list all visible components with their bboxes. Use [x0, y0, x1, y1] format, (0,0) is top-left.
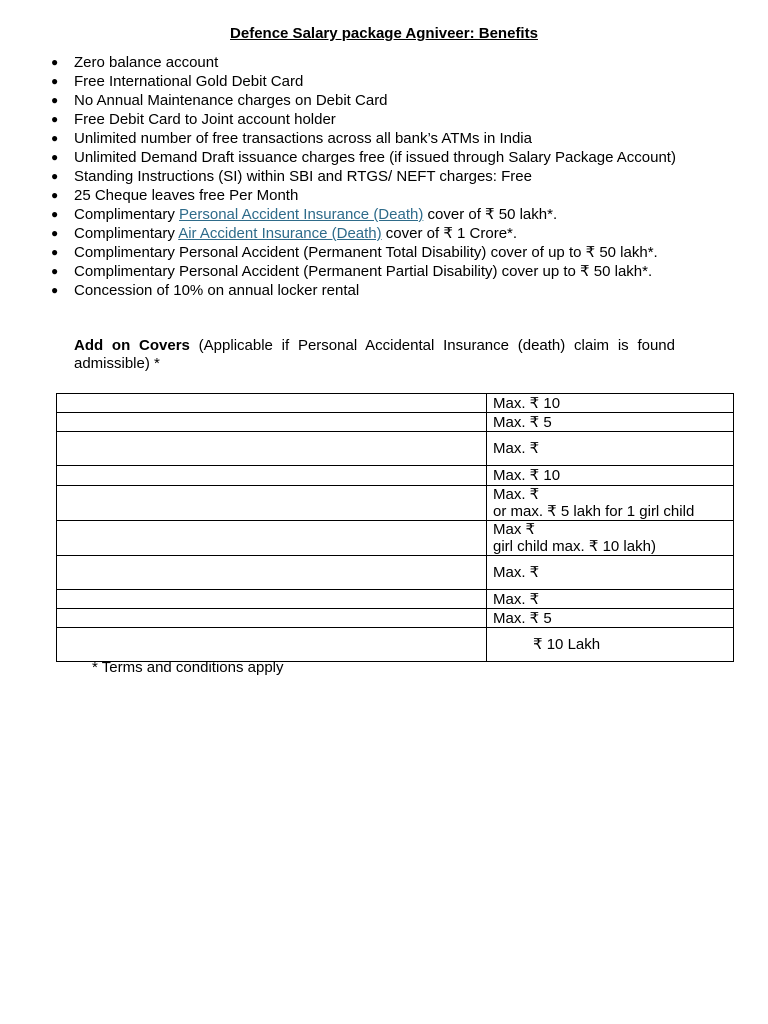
document-title: Defence Salary package Agniveer: Benefits: [230, 25, 538, 42]
benefit-prefix: Complimentary: [74, 206, 180, 223]
list-item: [48, 91, 676, 110]
bullet-icon: ●: [51, 169, 59, 183]
air-accident-insurance-link[interactable]: Air Accident Insurance (Death): [178, 225, 382, 242]
list-item: [48, 224, 676, 243]
benefit-text: Unlimited Demand Draft issuance charges free (if issued through Salary Package Account): [74, 149, 676, 166]
list-item: [48, 262, 676, 281]
cover-label-cell: [57, 432, 487, 466]
cover-label-cell: [57, 628, 487, 662]
cover-value-cell: Max. ₹ 10: [487, 394, 734, 413]
benefit-text: Standing Instructions (SI) within SBI and RTGS/ NEFT charges: Free: [74, 168, 532, 185]
list-item: [48, 167, 676, 186]
benefit-text: Zero balance account: [74, 54, 219, 71]
cover-label-cell: [57, 413, 487, 432]
benefit-suffix: cover of ₹ 50 lakh*.: [423, 206, 558, 223]
cover-value-cell: Max. ₹ 5: [487, 413, 734, 432]
benefit-text: No Annual Maintenance charges on Debit Card: [74, 92, 388, 109]
benefit-text: Complimentary Personal Accident (Permanent Total Disability) cover of up to ₹ 50 lakh*.: [74, 244, 658, 261]
bullet-icon: ●: [51, 207, 59, 221]
cover-label-cell: [57, 466, 487, 486]
table-row: [57, 521, 734, 556]
cover-value-cell: Max. ₹ 10: [487, 466, 734, 486]
benefit-prefix: Complimentary: [74, 225, 179, 242]
cover-label-cell: [57, 521, 487, 556]
cover-label-cell: [57, 486, 487, 521]
table-row: [57, 466, 734, 486]
table-row: [57, 432, 734, 466]
bullet-icon: ●: [51, 93, 59, 107]
list-item: [48, 110, 676, 129]
list-item: [48, 186, 676, 205]
personal-accident-insurance-link[interactable]: Personal Accident Insurance (Death): [179, 206, 424, 223]
bullet-icon: ●: [51, 55, 59, 69]
benefit-suffix: cover of ₹ 1 Crore*.: [381, 225, 518, 242]
list-item: [48, 205, 676, 224]
cover-value-cell: Max. ₹ 5: [487, 609, 734, 628]
benefit-text: 25 Cheque leaves free Per Month: [74, 187, 299, 204]
table-row: [57, 590, 734, 609]
list-item: [48, 53, 676, 72]
table-row: [57, 394, 734, 413]
bullet-icon: ●: [51, 226, 59, 240]
benefit-text: Free International Gold Debit Card: [74, 73, 304, 90]
bullet-icon: ●: [51, 188, 59, 202]
cover-label-cell: [57, 556, 487, 590]
bullet-icon: ●: [51, 150, 59, 164]
benefit-text: Free Debit Card to Joint account holder: [74, 111, 336, 128]
benefit-text: Unlimited number of free transactions across all bank’s ATMs in India: [74, 130, 532, 147]
cover-value-cell: Max. ₹: [487, 432, 734, 466]
cover-value-cell: ₹ 10 Lakh: [487, 628, 734, 662]
bullet-icon: ●: [51, 112, 59, 126]
list-item: [48, 129, 676, 148]
table-row: [57, 486, 734, 521]
bullet-icon: ●: [51, 283, 59, 297]
bullet-icon: ●: [51, 245, 59, 259]
table-row: [57, 628, 734, 662]
table-row: [57, 413, 734, 432]
cover-value-cell: Max. ₹ or max. ₹ 5 lakh for 1 girl child: [487, 486, 734, 521]
list-item: [48, 243, 676, 262]
add-on-covers-table: [56, 393, 734, 662]
list-item: [48, 72, 676, 91]
cover-value-cell: Max. ₹: [487, 590, 734, 609]
add-on-covers-paragraph: [74, 337, 675, 373]
cover-label-cell: [57, 590, 487, 609]
cover-label-cell: [57, 609, 487, 628]
cover-value-cell: Max. ₹: [487, 556, 734, 590]
bullet-icon: ●: [51, 264, 59, 278]
table-row: [57, 556, 734, 590]
bullet-icon: ●: [51, 74, 59, 88]
benefit-text: Concession of 10% on annual locker rental: [74, 282, 360, 299]
benefits-list: [48, 53, 676, 300]
table-row: [57, 609, 734, 628]
add-on-covers-heading: Add on Covers: [74, 337, 190, 354]
terms-note: * Terms and conditions apply: [92, 659, 284, 676]
add-on-covers-text: (Applicable if Personal Accidental Insurance (death) claim is found admissible) *: [74, 337, 675, 372]
list-item: [48, 148, 676, 167]
benefit-text: Complimentary Personal Accident (Permanent Partial Disability) cover up to ₹ 50 lakh*.: [74, 263, 653, 280]
bullet-icon: ●: [51, 131, 59, 145]
cover-label-cell: [57, 394, 487, 413]
cover-value-cell: Max ₹ girl child max. ₹ 10 lakh): [487, 521, 734, 556]
list-item: [48, 281, 676, 300]
